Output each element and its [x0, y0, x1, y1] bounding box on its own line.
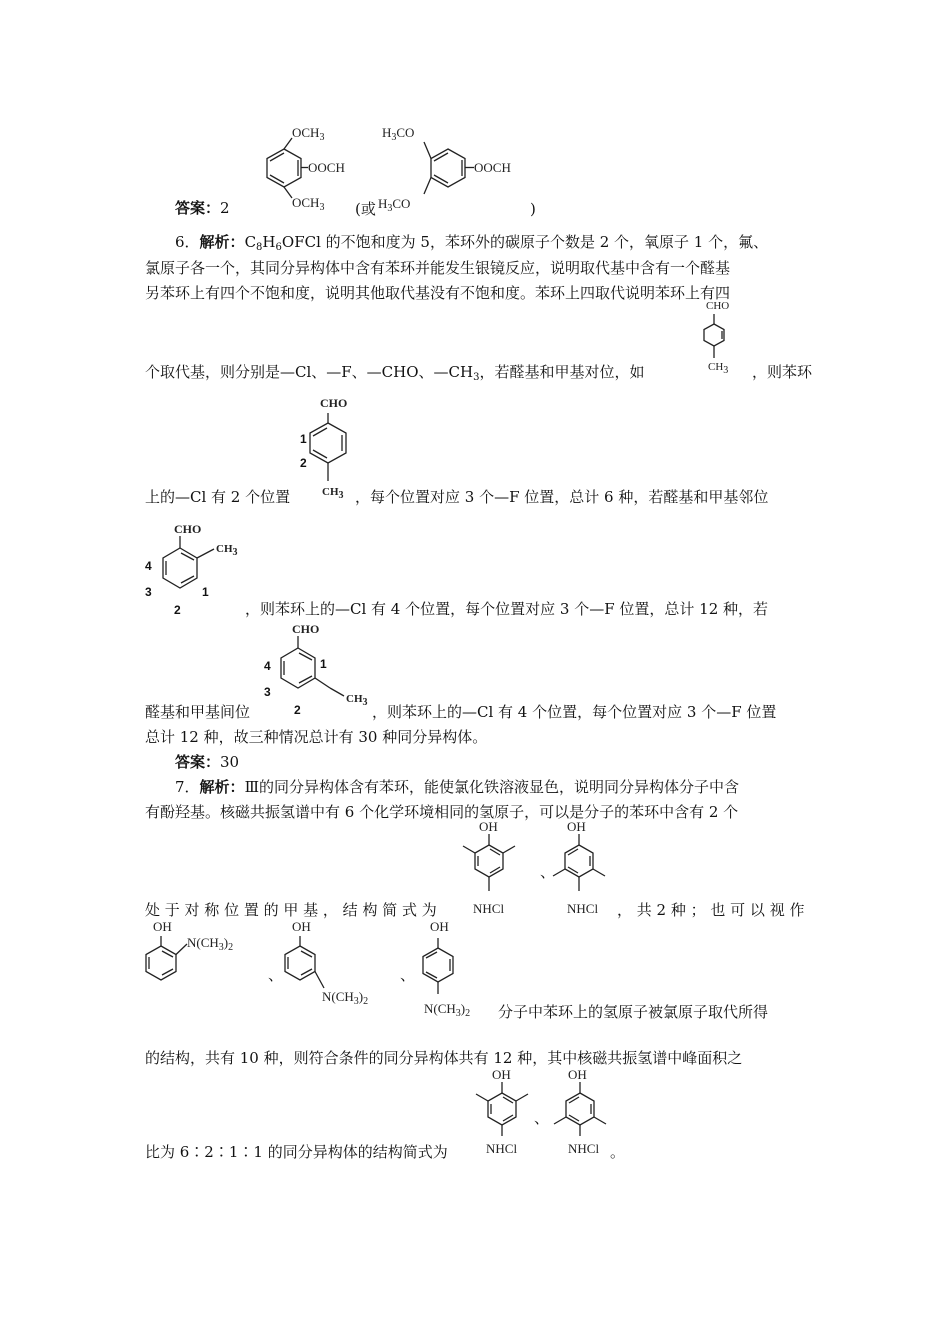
q7-line-6a: 比为 6∶2∶1∶1 的同分异构体的结构简式为	[145, 1143, 448, 1161]
q7-structure-g: OH NHCl	[548, 1066, 628, 1166]
q6-line-4: 个取代基，则分别是—Cl、—F、—CHO、$—CH_3$，若醛基和甲基对位，如	[145, 363, 645, 383]
q7-sep-3: 、	[400, 966, 416, 984]
benzene-ring-2	[431, 149, 465, 187]
q5-structure-1: $OCH_3$ OOCH $OCH_3$	[250, 120, 370, 215]
benzene-ring-q7f	[488, 1093, 516, 1125]
q7-structure-a: OH NHCl	[455, 818, 535, 918]
q5-or-open: (或	[355, 200, 376, 218]
q6-line-8: 总计 12 种，故三种情况总计有 30 种同分异构体。	[145, 728, 488, 746]
q7-sep-1: 、	[540, 863, 556, 881]
q5-or-close: )	[530, 200, 536, 218]
q7-line-6c: 。	[610, 1143, 626, 1161]
q6-line-5a: 上的—Cl 有 2 个位置	[145, 488, 291, 506]
q6-ortho-structure: CHO $CH_3$ 4 3 1 2	[145, 522, 238, 617]
q6-meta-structure: CHO 4 1 3 2 $CH_3$	[264, 622, 368, 717]
q7-line-5: 的结构，共有 10 种，则符合条件的同分异构体共有 12 种，其中核磁共振氢谱中峰面积之	[145, 1049, 743, 1067]
q6-line-7a: 醛基和甲基间位	[145, 703, 251, 721]
q7-structure-b: OH NHCl	[545, 818, 625, 918]
q6-line-1: 6．解析：$C_8H_6OFCl$ 的不饱和度为 5，苯环外的碳原子个数是 2 个，氧原子 1 个，氟、	[175, 233, 769, 253]
q7-line-3a: 处 于 对 称 位 置 的 甲 基 ， 结 构 简 式 为	[145, 901, 437, 919]
q6-line-6: ，则苯环上的—Cl 有 4 个位置，每个位置对应 3 个—F 位置，总计 12 种，若	[245, 600, 769, 618]
q5-answer-label: 答案：2	[175, 199, 230, 217]
benzene-ring-q7c	[146, 946, 176, 980]
benzene-ring-q7a	[475, 845, 503, 877]
q6-para-structure: CHO $CH_3$	[706, 300, 730, 376]
q7-line-4d: 分子中苯环上的氢原子被氯原子取代所得	[498, 1003, 769, 1021]
q5-structure-2: $H_3CO$ OOCH $H_3CO$	[378, 125, 511, 214]
q7-structure-f: OH NHCl	[470, 1066, 550, 1166]
q6-line-5b: ，每个位置对应 3 个—F 位置，总计 6 种，若醛基和甲基邻位	[355, 488, 769, 506]
q6-line-3: 另苯环上有四个不饱和度，说明其他取代基没有不饱和度。苯环上四取代说明苯环上有四	[145, 284, 731, 302]
q7-line-3c: ， 共 2 种 ； 也 可 以 视 作	[617, 901, 805, 919]
q6-line-4-end: ，则苯环	[752, 363, 813, 381]
q6-line-7b: ，则苯环上的—Cl 有 4 个位置，每个位置对应 3 个—F 位置	[372, 703, 777, 721]
benzene-ring-meta	[281, 648, 315, 688]
benzene-ring-q7d	[285, 946, 315, 980]
q7-structure-c: OH $N(CH_3)_2$	[143, 918, 263, 993]
benzene-ring-q7g	[566, 1093, 594, 1125]
q7-structure-e: OH $N(CH_3)_2$	[424, 919, 471, 1019]
benzene-ring-para	[704, 324, 724, 346]
q7-sep-4: 、	[534, 1109, 550, 1127]
q7-structure-d: OH $N(CH_3)_2$	[280, 918, 400, 1018]
benzene-ring-1	[267, 149, 301, 187]
q7-line-2: 有酚羟基。核磁共振氢谱中有 6 个化学环境相同的氢原子，可以是分子的苯环中含有 2 个	[145, 803, 739, 821]
q7-line-1: 7．解析：Ⅲ的同分异构体含有苯环，能使氯化铁溶液显色，说明同分异构体分子中含	[175, 778, 740, 796]
q6-answer: 答案：30	[175, 753, 240, 771]
benzene-ring-q7b	[565, 845, 593, 877]
q6-line-2: 氯原子各一个，其同分异构体中含有苯环并能发生银镜反应，说明取代基中含有一个醛基	[145, 259, 731, 277]
benzene-ring-ortho	[163, 548, 197, 588]
q7-sep-2: 、	[268, 966, 284, 984]
q6-para-structure-numbered: CHO 1 2 $CH_3$	[300, 396, 348, 501]
benzene-ring-para2	[310, 423, 346, 463]
benzene-ring-q7e	[423, 948, 453, 982]
